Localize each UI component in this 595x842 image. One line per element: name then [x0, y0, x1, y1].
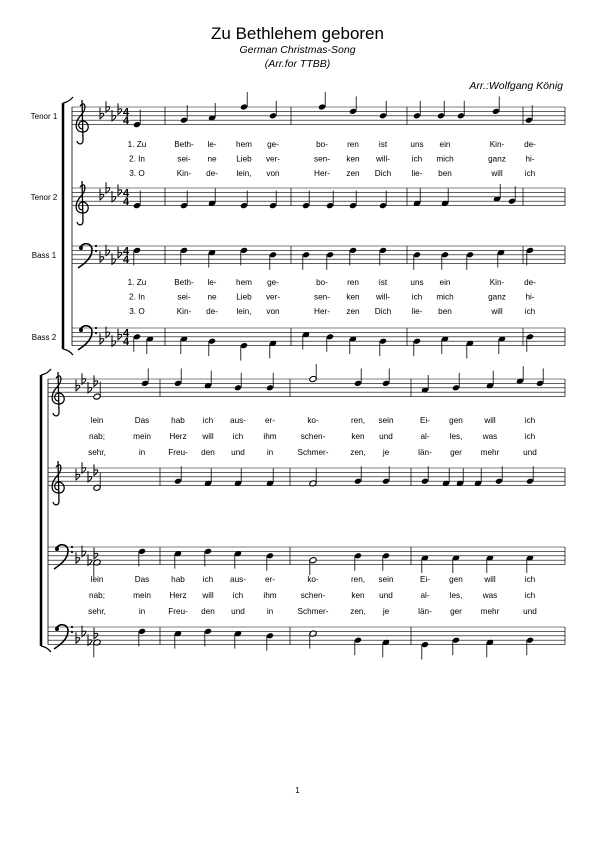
time-sig-beats: 4 [122, 327, 130, 340]
lyric-syllable: und [523, 607, 537, 616]
time-sig-unit: 4 [122, 254, 130, 267]
lyric-syllable: 1. Zu [127, 278, 147, 287]
lyric-syllable: und [523, 448, 537, 457]
lyric-syllable: sei- [177, 292, 191, 302]
lyric-syllable: hi- [525, 154, 535, 164]
time-sig-unit: 4 [122, 336, 130, 349]
lyric-syllable: Lieb [236, 292, 252, 302]
flat-sign [76, 632, 80, 643]
page-number: 1 [295, 786, 300, 795]
lyric-syllable: mehr [480, 607, 500, 616]
flat-sign [106, 182, 110, 193]
lyric-syllable: will- [375, 154, 391, 164]
treble-clef [76, 100, 88, 144]
flat-sign [82, 462, 86, 473]
lyric-syllable: Herz [169, 432, 187, 441]
lyric-syllable: will [202, 432, 214, 441]
lyric-syllable: sen- [314, 154, 330, 164]
voice-label: Tenor 1 [30, 111, 58, 121]
lyric-syllable: sen- [314, 292, 330, 302]
lyric-syllable: je [382, 448, 390, 457]
lyric-syllable: ken [351, 432, 365, 441]
lyric-syllable: lein, [236, 169, 252, 178]
lyric-syllable: zen [346, 307, 360, 316]
lyric-syllable: ben [438, 169, 452, 178]
lyric-syllable: Dich [374, 307, 392, 316]
lyric-syllable: hab [171, 416, 185, 425]
lyric-syllable: ganz [488, 292, 506, 302]
lyric-syllable: lie- [411, 169, 423, 178]
lyric-syllable: und [231, 448, 245, 457]
treble-clef [52, 372, 64, 416]
lyric-syllable: Beth- [174, 278, 194, 287]
lyric-syllable: je [382, 607, 390, 616]
flat-sign [94, 628, 98, 639]
lyric-syllable: län- [418, 607, 432, 616]
lyric-syllable: schen- [300, 591, 326, 600]
lyric-syllable: Kin- [489, 140, 505, 149]
lyric-syllable: sehr, [88, 448, 106, 457]
flat-sign [76, 552, 80, 563]
lyric-syllable: sein [378, 575, 394, 584]
lyric-syllable: in [138, 448, 146, 457]
lyric-syllable: mich [436, 154, 454, 164]
lyric-syllable: ger [450, 448, 462, 457]
lyric-syllable: ich [524, 416, 536, 425]
lyric-syllable: ich [202, 575, 214, 584]
lyric-syllable: Ei- [419, 575, 431, 584]
flat-sign [100, 189, 104, 200]
flat-sign [94, 375, 98, 386]
flat-sign [100, 251, 104, 262]
lyric-syllable: län- [418, 448, 432, 457]
lyric-syllable: hem [236, 140, 252, 149]
lyric-syllable: de- [206, 169, 218, 178]
lyric-syllable: 2. In [129, 292, 145, 302]
lyric-syllable: ne [207, 154, 217, 164]
lyric-syllable: Beth- [174, 140, 194, 149]
lyric-syllable: hi- [525, 292, 535, 302]
lyric-syllable: was [482, 432, 498, 441]
lyric-syllable: Her- [314, 169, 330, 178]
lyric-syllable: hab [171, 575, 185, 584]
lyric-syllable: ver- [265, 154, 281, 164]
lyric-syllable: ich [524, 591, 536, 600]
lyric-syllable: lein, [236, 307, 252, 316]
flat-sign [118, 247, 122, 258]
lyric-syllable: ken [346, 154, 360, 164]
lyric-syllable: sehr, [88, 607, 106, 616]
lyric-syllable: in [138, 607, 146, 616]
lyric-syllable: les, [449, 591, 463, 600]
arranger-credit: Arr.:Wolfgang König [469, 80, 563, 92]
lyric-syllable: ko- [307, 416, 319, 425]
lyric-syllable: 3. O [129, 169, 145, 178]
lyric-syllable: Freu- [168, 448, 188, 457]
lyric-syllable: ist [378, 140, 388, 149]
lyric-syllable: 2. In [129, 154, 145, 164]
bass-clef [78, 326, 97, 350]
lyric-syllable: ganz [488, 154, 506, 164]
lyric-syllable: Schmer- [297, 448, 329, 457]
lyric-syllable: ich [232, 432, 244, 441]
flat-sign [106, 101, 110, 112]
lyric-syllable: in [266, 607, 274, 616]
lyric-syllable: will [491, 169, 503, 178]
bracket-hook-top [41, 369, 51, 375]
lyric-syllable: Kin- [176, 169, 192, 178]
lyric-syllable: ich [524, 575, 536, 584]
lyric-syllable: zen, [350, 607, 366, 616]
lyric-syllable: er- [264, 416, 276, 425]
time-sig-unit: 4 [122, 196, 130, 209]
flat-sign [94, 464, 98, 475]
lyric-syllable: le- [207, 278, 217, 287]
flat-sign [76, 469, 80, 480]
flat-sign [82, 373, 86, 384]
voice-label: Bass 1 [31, 250, 57, 260]
lyric-syllable: den [201, 607, 215, 616]
lyric-syllable: Das [134, 416, 150, 425]
page-title: Zu Bethlehem geboren [211, 24, 384, 43]
lyric-syllable: ich [411, 154, 423, 164]
lyric-syllable: er- [264, 575, 276, 584]
lyric-syllable: nab; [89, 591, 105, 600]
lyric-syllable: ich [524, 307, 536, 316]
lyric-syllable: aus- [230, 416, 246, 425]
lyric-syllable: le- [207, 140, 217, 149]
lyric-syllable: lie- [411, 307, 423, 316]
lyric-syllable: Schmer- [297, 607, 329, 616]
lyric-syllable: mehr [480, 448, 500, 457]
lyric-syllable: hem [236, 278, 252, 287]
lyric-syllable: nab; [89, 432, 105, 441]
lyric-syllable: von [266, 169, 280, 178]
lyric-syllable: Das [134, 575, 150, 584]
lyric-syllable: gen [449, 575, 463, 584]
lyric-syllable: ren [347, 278, 359, 287]
lyric-syllable: Kin- [489, 278, 505, 287]
time-sig-unit: 4 [122, 115, 130, 128]
lyric-syllable: ihm [263, 591, 277, 600]
lyric-syllable: ist [378, 278, 388, 287]
lyric-syllable: de- [524, 140, 536, 149]
subtitle: German Christmas-Song [239, 44, 356, 56]
lyric-syllable: les, [449, 432, 463, 441]
time-sig-beats: 4 [122, 106, 130, 119]
lyric-syllable: mein [133, 432, 151, 441]
lyric-syllable: uns [410, 278, 424, 287]
lyric-syllable: ich [524, 169, 536, 178]
lyric-syllable: und [379, 432, 393, 441]
lyric-syllable: will [491, 307, 503, 316]
lyric-syllable: bo- [316, 278, 328, 287]
lyric-syllable: lein [90, 575, 104, 584]
lyric-syllable: ge- [267, 140, 279, 149]
lyric-syllable: ren, [350, 416, 366, 425]
lyric-syllable: gen [449, 416, 463, 425]
lyric-syllable: zen, [350, 448, 366, 457]
lyric-syllable: ein [439, 140, 451, 149]
lyric-syllable: 1. Zu [127, 140, 147, 149]
bracket-hook-bottom [41, 646, 51, 652]
lyric-syllable: ich [411, 292, 423, 302]
lyric-syllable: de- [206, 307, 218, 316]
lyric-syllable: Dich [374, 169, 392, 178]
lyric-syllable: Kin- [176, 307, 192, 316]
lyric-syllable: sein [378, 416, 394, 425]
flat-sign [118, 184, 122, 195]
flat-sign [76, 380, 80, 391]
lyric-syllable: was [482, 591, 498, 600]
time-sig-beats: 4 [122, 187, 130, 200]
lyric-syllable: will [484, 575, 496, 584]
lyric-syllable: will- [375, 292, 391, 302]
lyric-syllable: von [266, 307, 280, 316]
flat-sign [100, 108, 104, 119]
lyric-syllable: will [202, 591, 214, 600]
lyric-syllable: ich [524, 432, 536, 441]
lyric-syllable: uns [410, 140, 424, 149]
lyric-syllable: al- [420, 432, 430, 441]
lyric-syllable: Her- [314, 307, 330, 316]
lyric-syllable: ren, [350, 575, 366, 584]
lyric-syllable: Freu- [168, 607, 188, 616]
lyric-syllable: al- [420, 591, 430, 600]
lyric-syllable: bo- [316, 140, 328, 149]
lyric-syllable: ken [346, 292, 360, 302]
lyric-syllable: de- [524, 278, 536, 287]
lyric-syllable: ren [347, 140, 359, 149]
lyric-syllable: ben [438, 307, 452, 316]
lyric-syllable: ihm [263, 432, 277, 441]
flat-sign [94, 548, 98, 559]
treble-clef [76, 181, 88, 225]
lyric-syllable: aus- [230, 575, 246, 584]
bass-clef [78, 244, 97, 268]
bass-clef [54, 545, 73, 569]
lyric-syllable: Herz [169, 591, 187, 600]
voice-label: Bass 2 [31, 332, 57, 342]
flat-sign [100, 333, 104, 344]
arrangement-note: (Arr.for TTBB) [264, 58, 331, 70]
lyric-syllable: ko- [307, 575, 319, 584]
lyric-syllable: mich [436, 292, 454, 302]
lyric-syllable: lein [90, 416, 104, 425]
bracket-hook-top [63, 97, 73, 103]
lyric-syllable: ger [450, 607, 462, 616]
treble-clef [52, 461, 64, 505]
lyric-syllable: Ei- [419, 416, 431, 425]
lyric-syllable: und [231, 607, 245, 616]
lyric-syllable: ken [351, 591, 365, 600]
lyric-syllable: den [201, 448, 215, 457]
lyric-syllable: in [266, 448, 274, 457]
lyric-syllable: zen [346, 169, 360, 178]
lyric-syllable: ein [439, 278, 451, 287]
time-sig-beats: 4 [122, 245, 130, 258]
lyric-syllable: will [484, 416, 496, 425]
lyric-syllable: ge- [267, 278, 279, 287]
lyric-syllable: sei- [177, 154, 191, 164]
lyric-syllable: ich [202, 416, 214, 425]
flat-sign [118, 329, 122, 340]
lyric-syllable: 3. O [129, 307, 145, 316]
lyric-syllable: schen- [300, 432, 326, 441]
bracket-hook-bottom [63, 349, 73, 355]
lyric-syllable: Lieb [236, 154, 252, 164]
flat-sign [118, 103, 122, 114]
lyric-syllable: mein [133, 591, 151, 600]
lyric-syllable: ver- [265, 292, 281, 302]
voice-label: Tenor 2 [30, 192, 58, 202]
bass-clef [54, 625, 73, 649]
lyric-syllable: und [379, 591, 393, 600]
lyric-syllable: ne [207, 292, 217, 302]
lyric-syllable: ich [232, 591, 244, 600]
